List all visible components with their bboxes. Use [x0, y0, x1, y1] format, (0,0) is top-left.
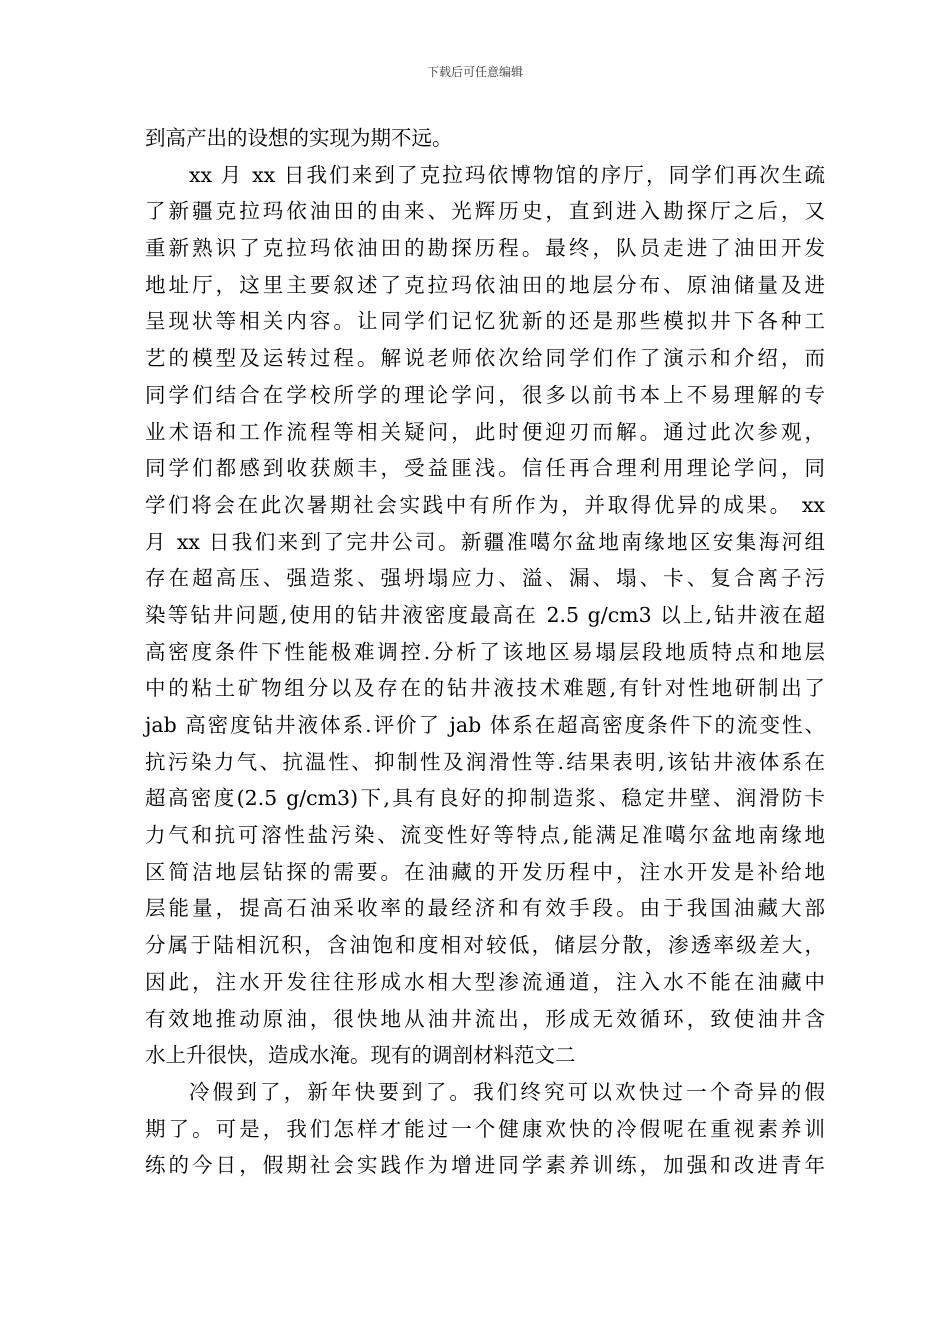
body-text [145, 120, 825, 1184]
text-line: 有效地推动原油，很快地从油井流出，形成无效循环，致使油井含 [145, 1006, 825, 1031]
text-line: 同学们都感到收获颇丰，受益匪浅。信任再合理利用理论学问，同 [145, 456, 825, 481]
text-line: 学们将会在此次暑期社会实践中有所作为，并取得优异的成果。 xx [145, 492, 825, 517]
text-line: 地址厅，这里主要叙述了克拉玛依油田的地层分布、原油储量及进 [145, 272, 825, 297]
text-line: 冷假到了，新年快要到了。我们终究可以欢快过一个奇异的假 [189, 1079, 825, 1104]
text-line: 抗污染力气、抗温性、抑制性及润滑性等.结果表明,该钻井液体系在 [145, 749, 825, 774]
text-line: 业术语和工作流程等相关疑问，此时便迎刃而解。通过此次参观， [145, 419, 825, 444]
text-line: 因此，注水开发往往形成水相大型渗流通道，注入水不能在油藏中 [145, 969, 825, 994]
text-line: 期了。可是，我们怎样才能过一个健康欢快的冷假呢在重视素养训 [145, 1116, 825, 1141]
text-line: 区简洁地层钻探的需要。在油藏的开发历程中，注水开发是补给地 [145, 859, 825, 884]
page-header: 下载后可任意编辑 [426, 65, 523, 79]
text-line: jab 高密度钻井液体系.评价了 jab 体系在超高密度条件下的流变性、 [145, 713, 825, 737]
text-line: 艺的模型及运转过程。解说老师依次给同学们作了演示和介绍，而 [145, 346, 825, 371]
text-line: 高密度条件下性能极难调控.分析了该地区易塌层段地质特点和地层 [145, 639, 825, 664]
text-line: 力气和抗可溶性盐污染、流变性好等特点,能满足准噶尔盆地南缘地 [145, 823, 825, 848]
text-line: 到高产出的设想的实现为期不远。 [145, 126, 453, 150]
text-line: xx 月 xx 日我们来到了克拉玛依博物馆的序厅，同学们再次生疏 [189, 162, 825, 187]
text-line: 存在超高压、强造浆、强坍塌应力、溢、漏、塌、卡、复合离子污 [145, 566, 825, 591]
text-line: 呈现状等相关内容。让同学们记忆犹新的还是那些模拟井下各种工 [145, 309, 825, 334]
text-line: 层能量，提高石油采收率的最经济和有效手段。由于我国油藏大部 [145, 896, 825, 921]
text-line: 水上升很快，造成水淹。现有的调剖材料范文二 [145, 1043, 576, 1068]
text-line: 了新疆克拉玛依油田的由来、光辉历史，直到进入勘探厅之后，又 [145, 199, 825, 224]
text-line: 月 xx 日我们来到了完井公司。新疆准噶尔盆地南缘地区安集海河组 [145, 529, 825, 554]
text-line: 染等钻井问题,使用的钻井液密度最高在 2.5 g/cm3 以上,钻井液在超 [145, 602, 825, 627]
text-line: 中的粘土矿物组分以及存在的钻井液技术难题,有针对性地研制出了 [145, 676, 825, 701]
text-line: 分属于陆相沉积，含油饱和度相对较低，储层分散，渗透率级差大， [145, 933, 825, 958]
text-line: 超高密度(2.5 g/cm3)下,具有良好的抑制造浆、稳定井壁、润滑防卡 [145, 786, 825, 811]
text-line: 重新熟识了克拉玛依油田的勘探历程。最终，队员走进了油田开发 [145, 236, 825, 261]
text-line: 练的今日，假期社会实践作为增进同学素养训练，加强和改进青年 [145, 1153, 825, 1178]
text-line: 同学们结合在学校所学的理论学问，很多以前书本上不易理解的专 [145, 382, 825, 407]
